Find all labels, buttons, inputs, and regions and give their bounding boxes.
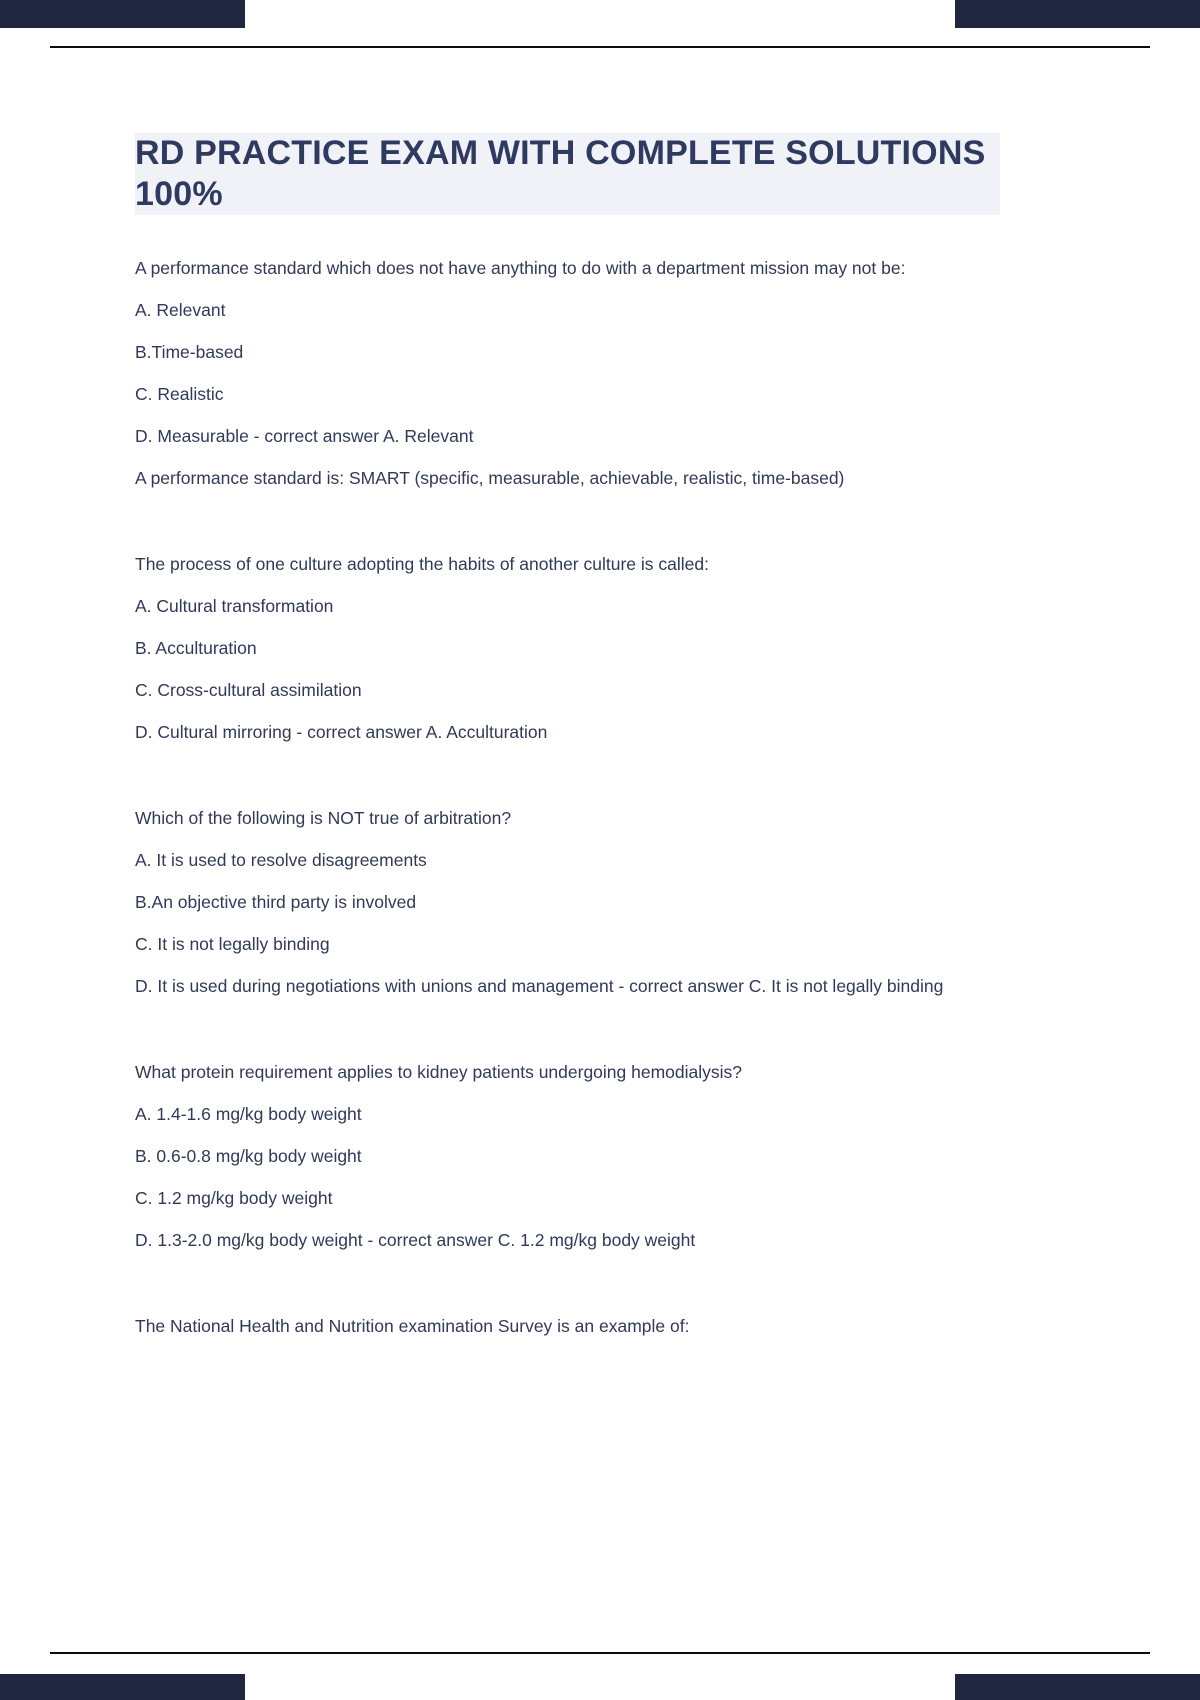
answer-option: D. Cultural mirroring - correct answer A. Acculturation	[135, 721, 548, 742]
question-prompt: A performance standard which does not have anything to do with a department mission may not be:	[135, 257, 906, 278]
answer-option: B. 0.6-0.8 mg/kg body weight	[135, 1145, 362, 1166]
question-block	[135, 553, 1130, 743]
question-block	[135, 1315, 1130, 1337]
answer-option: D. Measurable - correct answer A. Relevant	[135, 425, 474, 446]
answer-option: D. 1.3-2.0 mg/kg body weight - correct answer C. 1.2 mg/kg body weight	[135, 1229, 696, 1250]
answer-option: B.An objective third party is involved	[135, 891, 417, 912]
answer-option: C. It is not legally binding	[135, 933, 330, 954]
answer-option: B. Acculturation	[135, 637, 257, 658]
top-divider-line	[50, 46, 1150, 48]
answer-option: A. It is used to resolve disagreements	[135, 849, 427, 870]
answer-option: D. It is used during negotiations with unions and management - correct answer C. It is not legally binding	[135, 975, 944, 996]
question-block	[135, 807, 1130, 997]
question-prompt: The process of one culture adopting the habits of another culture is called:	[135, 553, 709, 574]
page-corner-bottom-right	[955, 1674, 1200, 1700]
answer-option: C. 1.2 mg/kg body weight	[135, 1187, 333, 1208]
page-corner-top-right	[955, 0, 1200, 28]
question-prompt: What protein requirement applies to kidney patients undergoing hemodialysis?	[135, 1061, 743, 1082]
answer-option: B.Time-based	[135, 341, 244, 362]
bottom-divider-line	[50, 1652, 1150, 1654]
answer-option: A. Cultural transformation	[135, 595, 334, 616]
question-block	[135, 1061, 1130, 1251]
question-block	[135, 257, 1130, 489]
question-prompt: Which of the following is NOT true of arbitration?	[135, 807, 512, 828]
document-title: RD PRACTICE EXAM WITH COMPLETE SOLUTIONS 100%	[135, 133, 1000, 215]
answer-option: C. Cross-cultural assimilation	[135, 679, 362, 700]
document-body	[135, 133, 1130, 1357]
page-corner-top-left	[0, 0, 245, 28]
answer-option: C. Realistic	[135, 383, 224, 404]
answer-option: A. Relevant	[135, 299, 226, 320]
question-prompt: The National Health and Nutrition examination Survey is an example of:	[135, 1315, 690, 1336]
answer-note: A performance standard is: SMART (specific, measurable, achievable, realistic, time-based)	[135, 467, 845, 488]
answer-option: A. 1.4-1.6 mg/kg body weight	[135, 1103, 362, 1124]
page-corner-bottom-left	[0, 1674, 245, 1700]
